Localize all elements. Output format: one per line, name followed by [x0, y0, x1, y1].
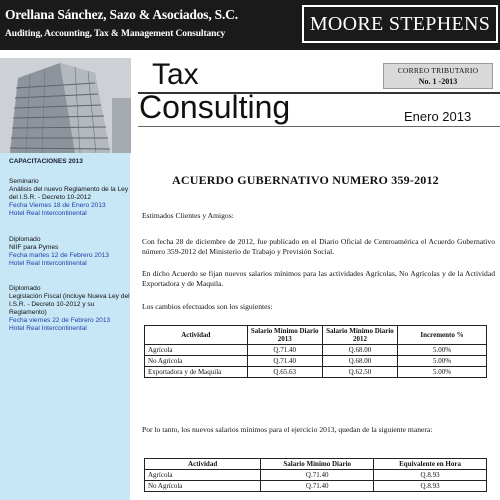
firm-name: Orellana Sánchez, Sazo & Asociados, S.C. — [5, 7, 238, 22]
paragraph-details: En dicho Acuerdo se fijan nuevos salarios mínimos para las actividades Agrícolas, No Agrícolas y de la Actividad Exportadora y de Maquila. — [142, 269, 495, 288]
table-cell: Q.68.00 — [322, 356, 397, 367]
column-header: Incremento % — [398, 326, 487, 345]
badge-number: No. 1 -2013 — [418, 77, 458, 86]
training-place: Hotel Real Intercontinental — [9, 260, 87, 267]
table-row — [145, 470, 487, 481]
title-rule-bottom — [138, 126, 500, 127]
table-cell: Q.8.93 — [374, 481, 487, 492]
paragraph-changes-intro: Los cambios efectuados son los siguientes: — [142, 302, 273, 311]
table-row — [145, 356, 487, 367]
table-cell: Q.65.63 — [247, 367, 322, 378]
training-place: Hotel Real Intercontinental — [9, 210, 87, 217]
table-row — [145, 367, 487, 378]
table-cell: Exportadora y de Maquila — [145, 367, 248, 378]
column-header: Salario Mínimo Diario 2012 — [322, 326, 397, 345]
table-cell: Q.62.50 — [322, 367, 397, 378]
table-cell: 5.00% — [398, 345, 487, 356]
column-header: Salario Mínimo Diario 2013 — [247, 326, 322, 345]
training-type: Seminario — [9, 178, 39, 185]
issue-date: Enero 2013 — [404, 109, 472, 124]
brand-name: MOORE STEPHENS — [309, 12, 491, 35]
salary-changes-table — [144, 325, 487, 378]
training-place: Hotel Real Intercontinental — [9, 325, 87, 332]
header-bar — [0, 0, 500, 50]
firm-subtitle: Auditing, Accounting, Tax & Management Consultancy — [5, 29, 226, 39]
table-cell: 5.00% — [398, 356, 487, 367]
training-item — [9, 285, 131, 333]
table-row — [145, 481, 487, 492]
column-header: Actividad — [145, 459, 261, 470]
table-cell: Agrícola — [145, 470, 261, 481]
table-cell: No Agrícola — [145, 481, 261, 492]
document-title: ACUERDO GUBERNATIVO NUMERO 359-2012 — [172, 173, 439, 187]
table-cell: 5.00% — [398, 367, 487, 378]
column-header: Actividad — [145, 326, 248, 345]
table-cell: Q.71.40 — [247, 356, 322, 367]
table-cell: No Agrícola — [145, 356, 248, 367]
training-type: Diplomado — [9, 236, 41, 243]
table-header-row — [145, 459, 487, 470]
table-row — [145, 345, 487, 356]
column-header: Salario Mínimo Diario — [261, 459, 374, 470]
training-item — [9, 236, 131, 268]
training-item — [9, 178, 131, 218]
table-cell: Q.71.40 — [261, 470, 374, 481]
table-cell: Q.71.40 — [247, 345, 322, 356]
sidebar-heading: CAPACITACIONES 2013 — [9, 158, 83, 165]
table-cell: Agrícola — [145, 345, 248, 356]
title-tax: Tax — [152, 58, 199, 91]
table-cell: Q.71.40 — [261, 481, 374, 492]
paragraph-new-salaries: Por lo tanto, los nuevos salarios mínimos para el ejercicio 2013, quedan de la siguiente manera: — [142, 425, 433, 434]
title-consulting: Consulting — [139, 89, 291, 125]
training-date: Fecha martes 12 de Febrero 2013 — [9, 252, 110, 259]
training-date: Fecha viernes 22 de Febrero 2013 — [9, 317, 111, 324]
training-title: Legislación Fiscal (incluye Nueva Ley del I.S.R. - Decreto 10-2012 y su Reglamento) — [9, 293, 130, 316]
table-cell: Q.8.93 — [374, 470, 487, 481]
table-cell: Q.68.00 — [322, 345, 397, 356]
training-type: Diplomado — [9, 285, 41, 292]
column-header: Equivalente en Hora — [374, 459, 487, 470]
greeting: Estimados Clientes y Amigos: — [142, 211, 234, 220]
brand-logo — [302, 5, 498, 43]
new-salaries-table — [144, 458, 487, 492]
training-title: Análisis del nuevo Reglamento de la Ley del I.S.R. - Decreto 10-2012 — [9, 186, 129, 201]
training-date: Fecha Viernes 18 de Enero 2013 — [9, 202, 106, 209]
table-header-row — [145, 326, 487, 345]
training-title: NIIF para Pymes — [9, 244, 59, 251]
badge-label: CORREO TRIBUTARIO — [397, 66, 479, 75]
building-image — [0, 58, 131, 153]
newsletter-badge — [383, 63, 493, 89]
paragraph-intro: Con fecha 28 de diciembre de 2012, fue publicado en el Diario Oficial de Centroamérica el Acuerdo Gubernativo número 359-2012 del Ministerio de Trabajo y Previsión Social. — [142, 237, 495, 256]
